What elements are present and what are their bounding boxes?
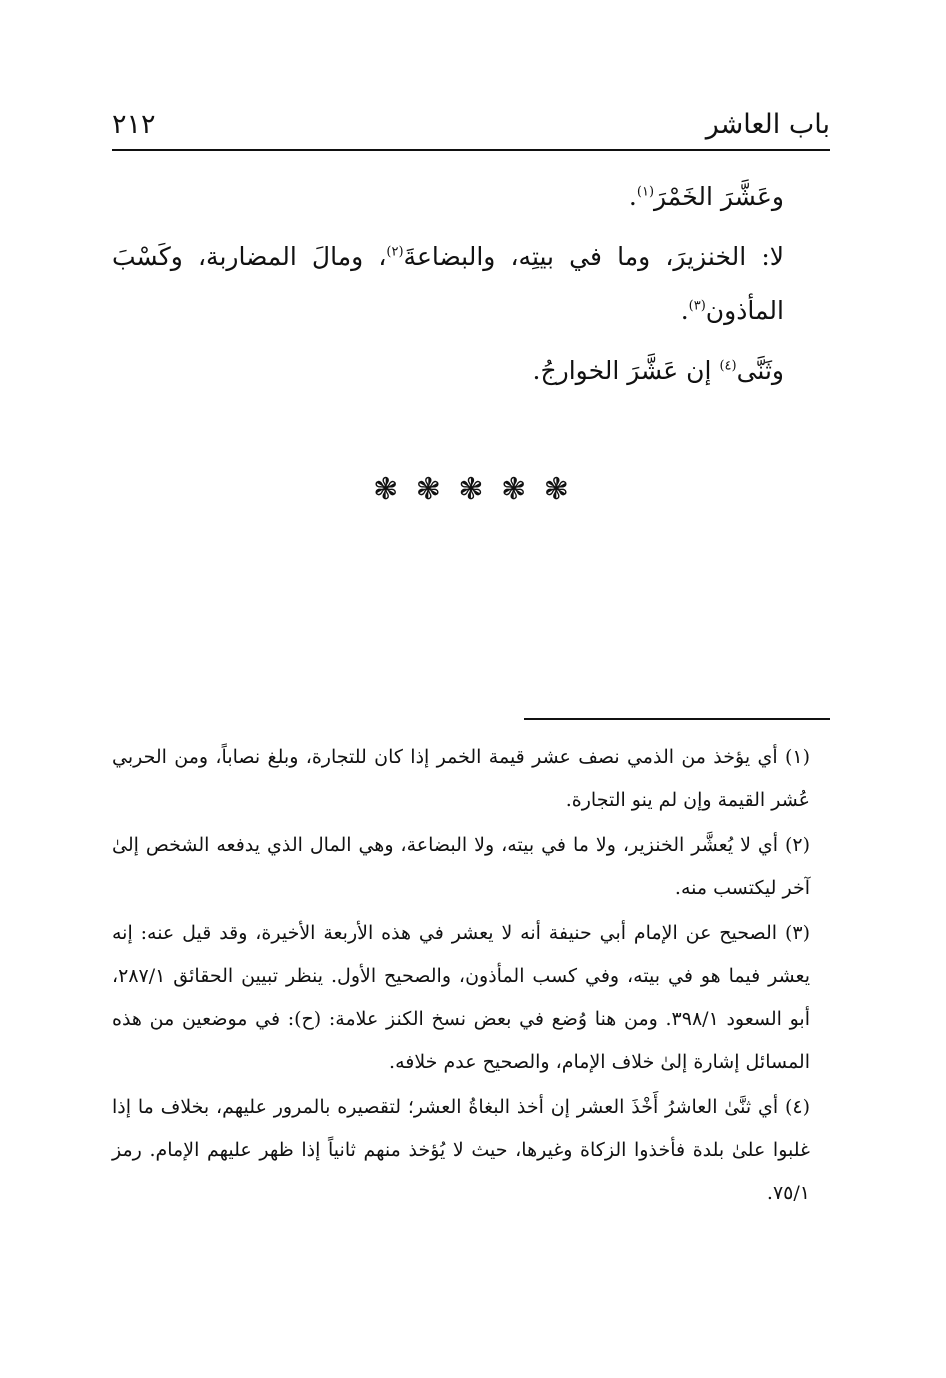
main-paragraph-2-end: . (680, 296, 689, 325)
main-text (112, 170, 830, 404)
main-paragraph-2-text-a: لا: الخنزيرَ، وما في بيتِه، والبضاعةَ (403, 242, 785, 271)
footnote-ref-4: (٤) (719, 358, 737, 374)
main-line-1-end: . (628, 182, 637, 211)
main-paragraph-2-text-b: ، ومالَ المضاربة، وكَسْبَ المأذون (112, 242, 784, 325)
main-line-1 (112, 170, 830, 224)
running-header (112, 104, 830, 148)
footnote-ref-2: (٢) (386, 244, 404, 260)
main-line-3 (112, 344, 830, 398)
footnote-ref-1: (١) (636, 184, 655, 200)
footnote-ref-3: (٣) (688, 298, 706, 314)
footnotes (112, 736, 830, 1217)
section-separator: ❃ ❃ ❃ ❃ ❃ (373, 472, 573, 507)
footnote-2: (٢) أي لا يُعشَّر الخنزير، ولا ما في بيته، ولا البضاعة، وهي المال الذي يدفعه الشخص إلىٰ آخر ليكتسب منه. (112, 834, 810, 899)
chapter-title: باب العاشر (705, 109, 830, 140)
footnote-1: (١) أي يؤخذ من الذمي نصف عشر قيمة الخمر إذا كان للتجارة، وبلغ نصاباً، ومن الحربي عُشر القيمة وإن لم ينو التجارة. (112, 746, 810, 811)
footnote-4: (٤) أي ثنَّىٰ العاشرُ أَخْذَ العشر إن أخذ البغاةُ العشر؛ لتقصيره بالمرور عليهم، بخلاف ما إذا غلبوا علىٰ بلدة فأخذوا الزكاة وغيرها، حيث لا يُؤخذ منهم ثانياً إذا ظهر عليهم الإمام. رمز ٧٥/١. (112, 1096, 810, 1204)
footnote-rule (524, 718, 830, 720)
main-paragraph-2 (112, 230, 830, 338)
main-line-3-text-b: إن عَشَّرَ الخوارجُ. (532, 356, 720, 385)
header-rule (112, 149, 830, 151)
main-line-1-text: وعَشَّرَ الخَمْرَ (654, 182, 784, 211)
page-number: ٢١٢ (112, 109, 156, 140)
main-line-3-text-a: وثَنَّى (736, 356, 784, 385)
footnote-3: (٣) الصحيح عن الإمام أبي حنيفة أنه لا يعشر في هذه الأربعة الأخيرة، وقد قيل عنه: إنه يعشر فيما هو في بيته، وفي كسب المأذون، والصحيح الأول. ينظر تبيين الحقائق ٢٨٧/١، أبو السعود ٣٩٨/١. ومن هنا وُضع في بعض نسخ الكنز علامة: (ح): في موضعين من هذه المسائل إشارة إلىٰ خلاف الإمام، والصحيح عدم خلافه. (112, 922, 810, 1073)
